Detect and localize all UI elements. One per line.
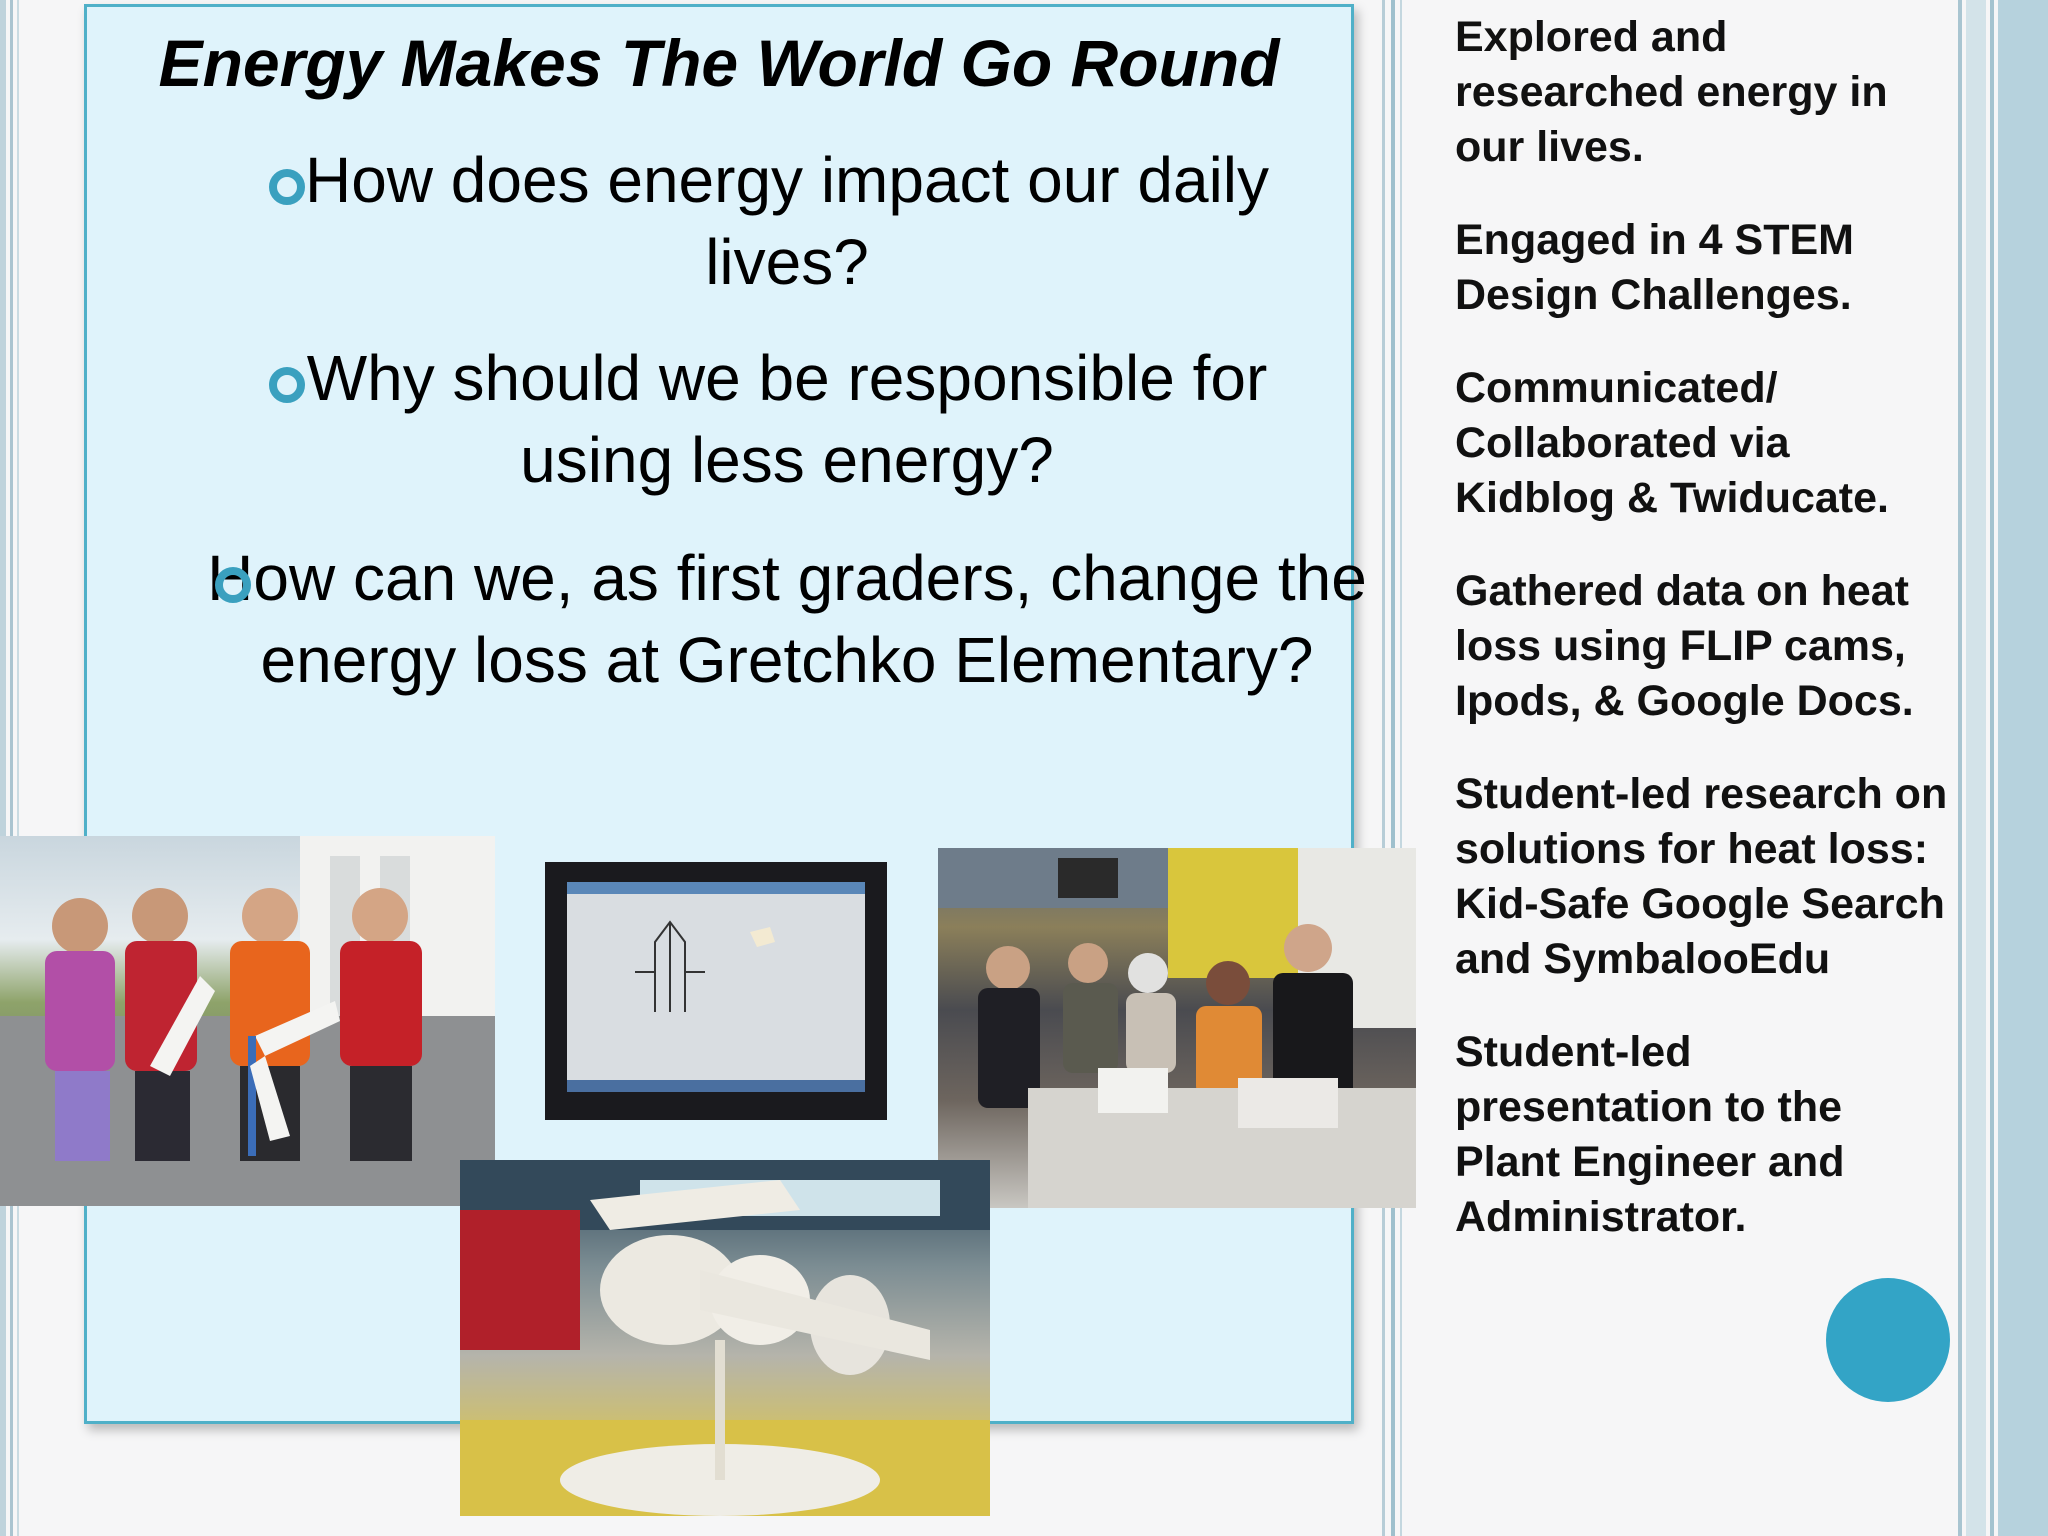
slide-title: Energy Makes The World Go Round [158,26,1280,100]
question-item [227,139,1347,303]
list-item: Gathered data on heat loss using FLIP cams, Ipods, & Google Docs. [1455,567,1914,725]
question-item [227,337,1347,501]
frame-stripe [1990,0,1994,1536]
frame-stripe [1998,0,2048,1536]
question-text: How does energy impact our daily lives? [304,144,1270,298]
frame-stripe [10,0,13,1536]
bullet-circle-icon [215,567,251,603]
question-text: Why should we be responsible for using less energy? [306,342,1268,496]
frame-stripe [1391,0,1395,1536]
frame-stripe [1382,0,1385,1536]
question-text: How can we, as first graders, change the energy loss at Gretchko Elementary? [207,542,1367,696]
decorative-circle [1826,1278,1950,1402]
frame-stripe [1400,0,1402,1536]
list-item: Explored and researched energy in our lives. [1455,13,1888,171]
photo-computer-screen [545,862,887,1120]
list-item: Engaged in 4 STEM Design Challenges. [1455,216,1854,319]
photo-wind-turbine-model [460,1160,990,1516]
list-item: Communicated/ Collaborated via Kidblog & Twiducate. [1455,364,1889,522]
frame-stripe [0,0,6,1536]
photo-kids-with-windmill [0,836,495,1206]
frame-stripe [1958,0,1962,1536]
question-item [167,537,1407,701]
list-item: Student-led presentation to the Plant Engineer and Administrator. [1455,1028,1845,1241]
frame-stripe [17,0,19,1536]
photo-classroom-group [938,848,1416,1208]
list-item: Student-led research on solutions for heat loss: Kid-Safe Google Search and SymbalooEdu [1455,770,1948,983]
bullet-circle-icon [269,367,305,403]
achievements-list [1455,10,1955,1283]
frame-stripe [1966,0,1986,1536]
bullet-circle-icon [269,169,305,205]
